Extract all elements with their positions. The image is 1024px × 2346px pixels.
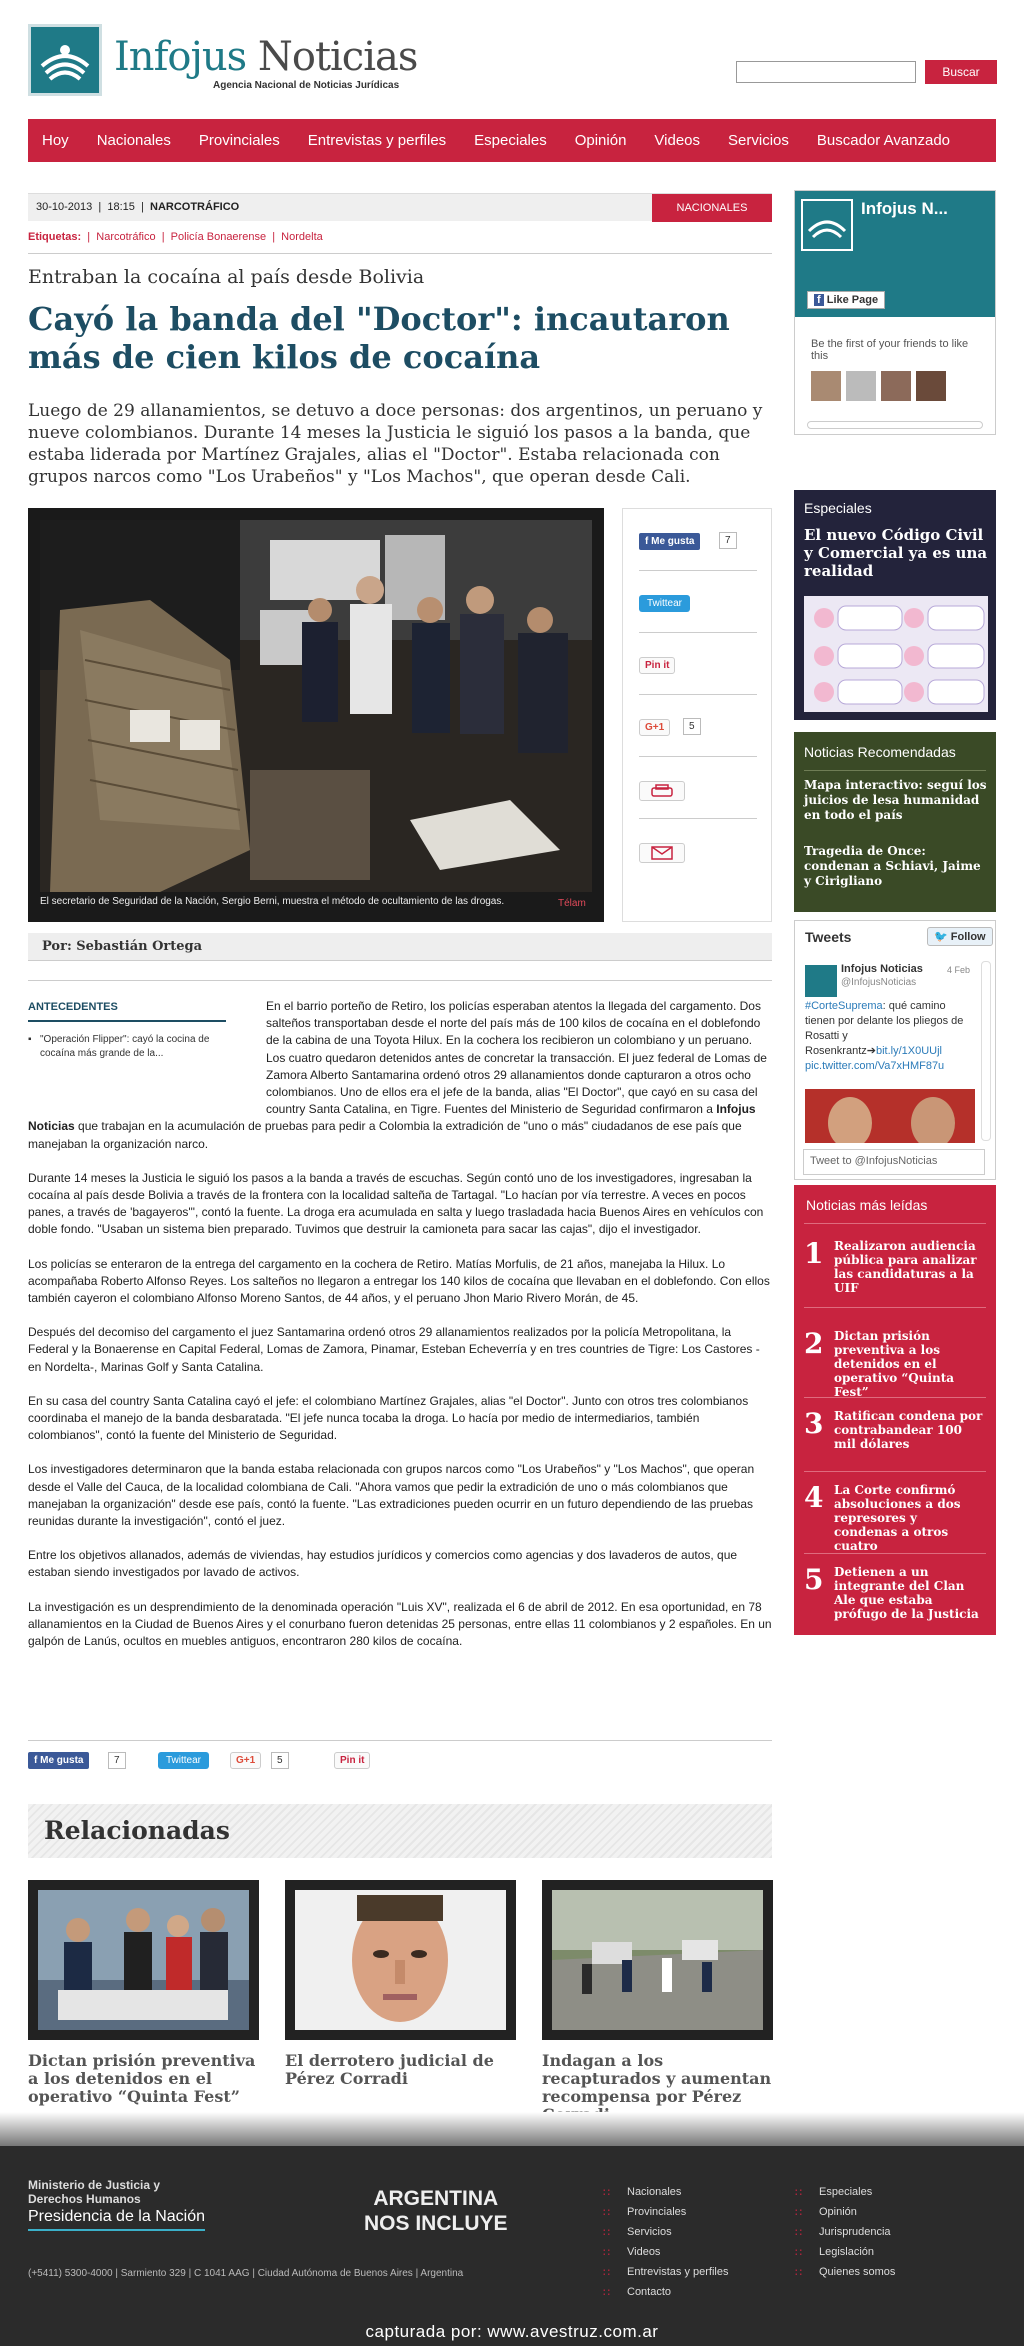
mas-leidas-label: Noticias más leídas — [806, 1197, 928, 1213]
share-bottom-bar — [28, 1752, 428, 1778]
article-topic: NARCOTRÁFICO — [150, 201, 240, 213]
article-photo-box — [28, 508, 604, 922]
especiales-title[interactable]: El nuevo Código Civil y Comercial ya es una realidad — [804, 526, 988, 580]
mas-leida-title[interactable]: La Corte confirmó absoluciones a dos represores y condenas a otros cuatro — [834, 1483, 961, 1553]
article-meta: 30-10-2013 | 18:15 | NARCOTRÁFICO — [36, 201, 240, 213]
pinterest-button[interactable]: Pin it — [639, 657, 675, 674]
logo-icon[interactable] — [28, 24, 102, 96]
article-author: Por: Sebastián Ortega — [42, 939, 203, 954]
footer-link[interactable]: ∷ Entrevistas y perfiles — [627, 2266, 728, 2278]
facebook-like-button[interactable]: f Me gusta — [28, 1752, 89, 1769]
logo-wordmark[interactable]: Infojus Noticias — [114, 34, 418, 80]
plus-count: 5 — [683, 718, 701, 735]
nav-item-videos[interactable]: Videos — [654, 132, 701, 149]
nav-item-opinion[interactable]: Opinión — [574, 132, 627, 149]
related-header — [28, 1804, 772, 1858]
rank-number: 2 — [804, 1327, 824, 1360]
related-image[interactable] — [542, 1880, 773, 2040]
ministerio-logo[interactable]: Ministerio de Justicia y Derechos Humanos — [28, 2178, 161, 2206]
search-button[interactable]: Buscar — [925, 60, 997, 84]
like-count: 7 — [719, 532, 737, 549]
facebook-icon: f — [645, 536, 649, 547]
tweet-button[interactable]: Twittear — [158, 1752, 209, 1769]
footer-fade — [0, 2112, 1024, 2146]
facebook-like-button[interactable]: f Me gusta — [639, 533, 700, 550]
page-logo-icon[interactable] — [801, 199, 853, 251]
facebook-icon: f — [34, 1755, 38, 1766]
avatar[interactable] — [916, 371, 946, 401]
facebook-friends-text: Be the first of your friends to like this — [811, 338, 969, 362]
related-caption[interactable]: El derrotero judicial de Pérez Corradi — [285, 2051, 494, 2088]
envelope-icon[interactable] — [639, 843, 685, 863]
mas-leidas-box — [794, 1185, 996, 1635]
divider — [804, 1553, 986, 1554]
tweet-date[interactable]: 4 Feb — [947, 965, 971, 975]
body-paragraph: En su casa del country Santa Catalina cayó el jefe: el colombiano Martínez Grajales, alias "el Doctor". Junto con otros tres colombianos coordinaba el manejo de la banda desbaratada. "El jefe nunca tocaba la droga. Lo hacía por medio de intermediarios, también colombianos", contó la fuente del Ministerio de Seguridad. — [28, 1393, 749, 1443]
article-headline: Cayó la banda del "Doctor": incautaron más de cien kilos de cocaína — [28, 300, 730, 376]
tweets-label: Tweets — [805, 929, 852, 945]
logo-tagline: Agencia Nacional de Noticias Jurídicas — [213, 80, 400, 91]
divider — [804, 1471, 986, 1472]
article-date: 30-10-2013 — [36, 201, 93, 213]
tags-row: Etiquetas: | Narcotráfico | Policía Bonaerense | Nordelta — [28, 231, 323, 243]
antecedentes-title: ANTECEDENTES — [28, 1001, 118, 1013]
divider — [28, 1740, 772, 1741]
nav-item-servicios[interactable]: Servicios — [728, 132, 789, 149]
footer-link[interactable]: ∷ Jurisprudencia — [819, 2226, 891, 2238]
tweet-link[interactable]: bit.ly/1X0UUjl — [875, 1045, 942, 1057]
section-badge[interactable]: NACIONALES — [652, 194, 772, 222]
footer-link[interactable]: ∷ Servicios — [627, 2226, 672, 2238]
mas-leida-title[interactable]: Realizaron audiencia pública para analizar las candidaturas a la UIF — [834, 1239, 977, 1295]
follow-button[interactable]: 🐦 Follow — [927, 927, 993, 946]
search-input[interactable] — [736, 61, 916, 83]
related-caption[interactable]: Dictan prisión preventiva a los detenidos en el operativo “Quinta Fest” — [28, 2051, 256, 2106]
divider — [28, 980, 772, 981]
body-paragraph: Los investigadores determinaron que la banda estaba relacionada con grupos narcos como "Los Urabeños" y "Los Machos", que operan desde el Valle del Cauca, de la localidad colombiana de Cali. "Ahora vamos que pedir la extradición de uno o más colombianos que manejaban la organización" desde ese país, contó la fuente. "Las extradiciones pueden ocurrir en un futuro dependiendo de las pruebas reunidas durante la investigación", contó el juez. — [28, 1462, 755, 1529]
avatar[interactable] — [881, 371, 911, 401]
facebook-page-widget — [794, 190, 996, 435]
plus-count: 5 — [271, 1752, 289, 1769]
tweet-author-handle[interactable]: @InfojusNoticias — [841, 977, 917, 988]
especiales-box — [794, 490, 996, 720]
nav-item-especiales[interactable]: Especiales — [474, 132, 547, 149]
site-footer — [0, 2146, 1024, 2346]
tweet-to-input[interactable]: Tweet to @InfojusNoticias — [803, 1149, 985, 1175]
body-paragraph: Durante 14 meses la Justicia le siguió los pasos a la banda a través de escuchas. Según contó uno de los investigadores, ingresaban la cocaína al país desde Bolivia a través de la frontera con la localidad salteña de Tartagal. "Lo hacían por vía terrestre. A veces en pocos panes, a través de 'bagayeros'", contó la fuente. La droga era acumulada en salta y luego trasladada hacia Buenos Aires en vehículos con doble fondo. "Usaban un sistema bien preparado. Tuvimos que destruir la camioneta para sacar las cajas", dijo el investigador. — [28, 1170, 764, 1237]
nav-item-hoy[interactable]: Hoy — [42, 132, 69, 149]
nav-item-buscador-avanzado[interactable]: Buscador Avanzado — [816, 132, 951, 149]
body-paragraph: Después del decomiso del cargamento el juez Santamarina ordenó otros 29 allanamientos realizados por la policía Metropolitana, la Federal y la Bonaerense en Capital Federal, Lomas de Zamora, Pinamar, Esteban Echeverría y en tres countries de Tigre: Los Castores -en Nordelta-, Marinas Golf y Santa Catalina. — [28, 1325, 760, 1374]
article-meta-bar — [28, 193, 772, 221]
rank-number: 3 — [804, 1407, 824, 1440]
footer-link[interactable]: ∷ Nacionales — [627, 2186, 681, 2198]
recomendada-link[interactable]: Mapa interactivo: seguí los juicios de lesa humanidad en todo el país — [804, 778, 987, 822]
facebook-cover[interactable] — [795, 191, 995, 317]
facebook-page-name[interactable]: Infojus N... — [861, 199, 948, 218]
share-panel — [622, 508, 772, 922]
related-caption[interactable]: Indagan a los recapturados y aumentan recompensa por Pérez — [542, 2051, 772, 2106]
body-paragraph: La investigación es un desprendimiento de la denominada operación "Luis XV", realizada el 6 de abril de 2012. En esa oportunidad, en 78 allanamientos en la Ciudad de Buenos Aires y el conurbano fueron detenidas 25 personas, entre ellas 11 colombianos y 2 españoles. En un galpón de Lanús, ocultos en muebles antiguos, encontraron 280 kilos de cocaína. — [28, 1599, 772, 1649]
body-paragraph: En el barrio porteño de Retiro, los policías esperaban atentos la llegada del cargamento. Dos salteños transportaban desde el norte del país más de 100 kilos de cocaína en el doblefondo de la cabina de una Toyota Hilux. En la cochera los recibieron un colombiano y un peruano. Los cuatro quedaron detenidos antes de concretar la transacción. El juez federal de Lomas de Zamora Alberto Santamarina ordenó otros 29 allanamientos donde capturaron a otros ocho colombianos. Uno de ellos era el jefe de la banda, alias "El Doctor", que cayó en su casa del country Santa Catalina, en Tigre. Fuentes del Ministerio de Seguridad confirmaron a Infojus Noticias que trabajan en la acumulación de pruebas para pedir a Colombia la extradición de "uno o más" ciudadanos de ese país que manejaban la organización narco. — [28, 999, 767, 1151]
presidencia-logo[interactable]: Presidencia de la Nación — [28, 2208, 205, 2231]
divider — [28, 253, 772, 254]
footer-address: (+5411) 5300-4000 | Sarmiento 329 | C 1041 AAG | Ciudad Autónoma de Buenos Aires | Argentina — [28, 2268, 464, 2279]
hashtag-link[interactable]: #CorteSuprema — [805, 1000, 883, 1012]
mas-leida-item[interactable] — [804, 1327, 988, 1399]
recomendadas-box — [794, 732, 996, 912]
mas-leida-item[interactable] — [804, 1237, 988, 1299]
mas-leida-item[interactable] — [804, 1407, 988, 1469]
divider — [804, 1397, 986, 1398]
tags-label: Etiquetas: — [28, 231, 82, 243]
body-paragraph: Los policías se enteraron de la entrega del cargamento en la cochera de Retiro. Matías Morfulis, de 21 años, manejaba la Hilux. Lo acompañaba Roberto Alfonso Reyes. Los salteños no llegaron a entregar los 140 kilos de cocaína que llevaban en el doblefondo. Con ellos también cayeron el colombiano Alfonso Moreno Santos, de 44 años, y el peruano Jhon Mario Rivero Morán, de 45. — [28, 1256, 770, 1306]
article-body — [28, 998, 772, 1667]
recomendadas-label: Noticias Recomendadas — [804, 744, 956, 760]
footer-link[interactable]: ∷ Contacto — [627, 2286, 671, 2298]
related-card[interactable] — [28, 1880, 259, 2106]
footer-link[interactable]: ∷ Opinión — [819, 2206, 857, 2218]
tweet-text: #CorteSuprema: qué camino tienen por delante los pliegos de Rosatti y Rosenkrantz➔bit.ly/1X0UUjl pic.twitter.com/Va7xHMF87u — [805, 1000, 964, 1072]
photo-credit: Télam — [558, 898, 586, 909]
related-title: Relacionadas — [44, 1816, 230, 1845]
rank-number: 1 — [804, 1237, 824, 1270]
horizontal-scrollbar[interactable] — [807, 421, 983, 429]
divider — [804, 770, 986, 771]
scrollbar[interactable] — [981, 961, 991, 1141]
avatar[interactable] — [846, 371, 876, 401]
pinterest-button[interactable]: Pin it — [334, 1752, 370, 1769]
photo-caption: El secretario de Seguridad de la Nación, Sergio Berni, muestra el método de ocultamiento de las drogas. — [40, 896, 505, 907]
main-nav — [28, 119, 996, 162]
facebook-like-page-button[interactable]: f Like Page — [807, 291, 885, 309]
google-plus-button[interactable]: G+1 — [230, 1752, 261, 1769]
capture-watermark: capturada por: www.avestruz.com.ar — [365, 2322, 659, 2341]
author-bar — [28, 933, 772, 961]
article-lead: Luego de 29 allanamientos, se detuvo a doce personas: dos argentinos, un peruano y nueve colombianos. Durante 14 meses la Justicia le siguió los pasos a la banda, que estaba liderada por Martínez Grajales, alias el "Doctor". Estaba relacionada con grupos narcos como "Los Urabeños" y "Los Machos", que operan desde Cali. — [28, 401, 763, 487]
nav-item-nacionales[interactable]: Nacionales — [96, 132, 171, 149]
mas-leida-title[interactable]: Dictan prisión preventiva a los detenidos en el operativo “Quinta Fest” — [834, 1329, 955, 1399]
body-paragraph: Entre los objetivos allanados, además de viviendas, hay estudios jurídicos y comercios como agencias y dos lavaderos de autos, que estaban siendo investigados por lavado de activos. — [28, 1548, 738, 1580]
article-photo[interactable] — [40, 520, 592, 892]
argentina-logo[interactable]: ARGENTINA NOS INCLUYE — [364, 2187, 508, 2235]
divider — [804, 1223, 986, 1224]
rank-number: 4 — [804, 1481, 824, 1514]
footer-link[interactable]: ∷ Quienes somos — [819, 2266, 895, 2278]
mas-leida-title[interactable]: Ratifican condena por contrabandear 100 mil dólares — [834, 1409, 983, 1451]
footer-link[interactable]: ∷ Legislación — [819, 2246, 874, 2258]
printer-icon[interactable] — [639, 781, 685, 801]
related-image[interactable] — [28, 1880, 259, 2040]
site-header — [28, 22, 998, 100]
related-card[interactable] — [542, 1880, 773, 2124]
divider — [804, 1307, 986, 1308]
friend-faces — [811, 371, 946, 401]
related-image[interactable] — [285, 1880, 516, 2040]
footer-link[interactable]: ∷ Provinciales — [627, 2206, 686, 2218]
footer-link[interactable]: ∷ Especiales — [819, 2186, 872, 2198]
google-plus-button[interactable]: G+1 — [639, 719, 670, 736]
especiales-label: Especiales — [804, 500, 872, 516]
mas-leida-item[interactable] — [804, 1563, 988, 1625]
antecedentes-link[interactable]: ▪ "Operación Flipper": cayó la cocina de cocaína más grande de la... — [40, 1033, 230, 1061]
like-count: 7 — [108, 1752, 126, 1769]
nav-item-entrevistas[interactable]: Entrevistas y perfiles — [307, 132, 447, 149]
tag-link[interactable]: Policía Bonaerense — [170, 231, 267, 243]
mas-leida-item[interactable] — [804, 1481, 988, 1553]
tweet-link[interactable]: pic.twitter.com/Va7xHMF87u — [805, 1060, 945, 1072]
tweet-author-name[interactable]: Infojus Noticias — [841, 963, 923, 975]
tag-link[interactable]: Narcotráfico — [96, 231, 156, 243]
tag-link[interactable]: Nordelta — [281, 231, 323, 243]
related-card[interactable] — [285, 1880, 516, 2088]
tweet-button[interactable]: Twittear — [639, 595, 690, 612]
rank-number: 5 — [804, 1563, 824, 1596]
footer-link[interactable]: ∷ Videos — [627, 2246, 660, 2258]
avatar[interactable] — [805, 965, 837, 997]
mas-leida-title[interactable]: Detienen a un integrante del Clan Ale que estaba prófugo de la Justicia — [834, 1565, 979, 1621]
article-time: 18:15 — [107, 201, 135, 213]
especiales-image[interactable] — [804, 596, 988, 712]
twitter-widget — [794, 920, 996, 1180]
article-kicker: Entraban la cocaína al país desde Bolivia — [28, 266, 425, 288]
avatar[interactable] — [811, 371, 841, 401]
twitter-bird-icon: 🐦 — [934, 931, 948, 943]
recomendada-link[interactable]: Tragedia de Once: condenan a Schiavi, Jaime y Cirigliano — [804, 844, 981, 888]
nav-item-provinciales[interactable]: Provinciales — [198, 132, 280, 149]
tweet-image[interactable] — [805, 1089, 975, 1143]
